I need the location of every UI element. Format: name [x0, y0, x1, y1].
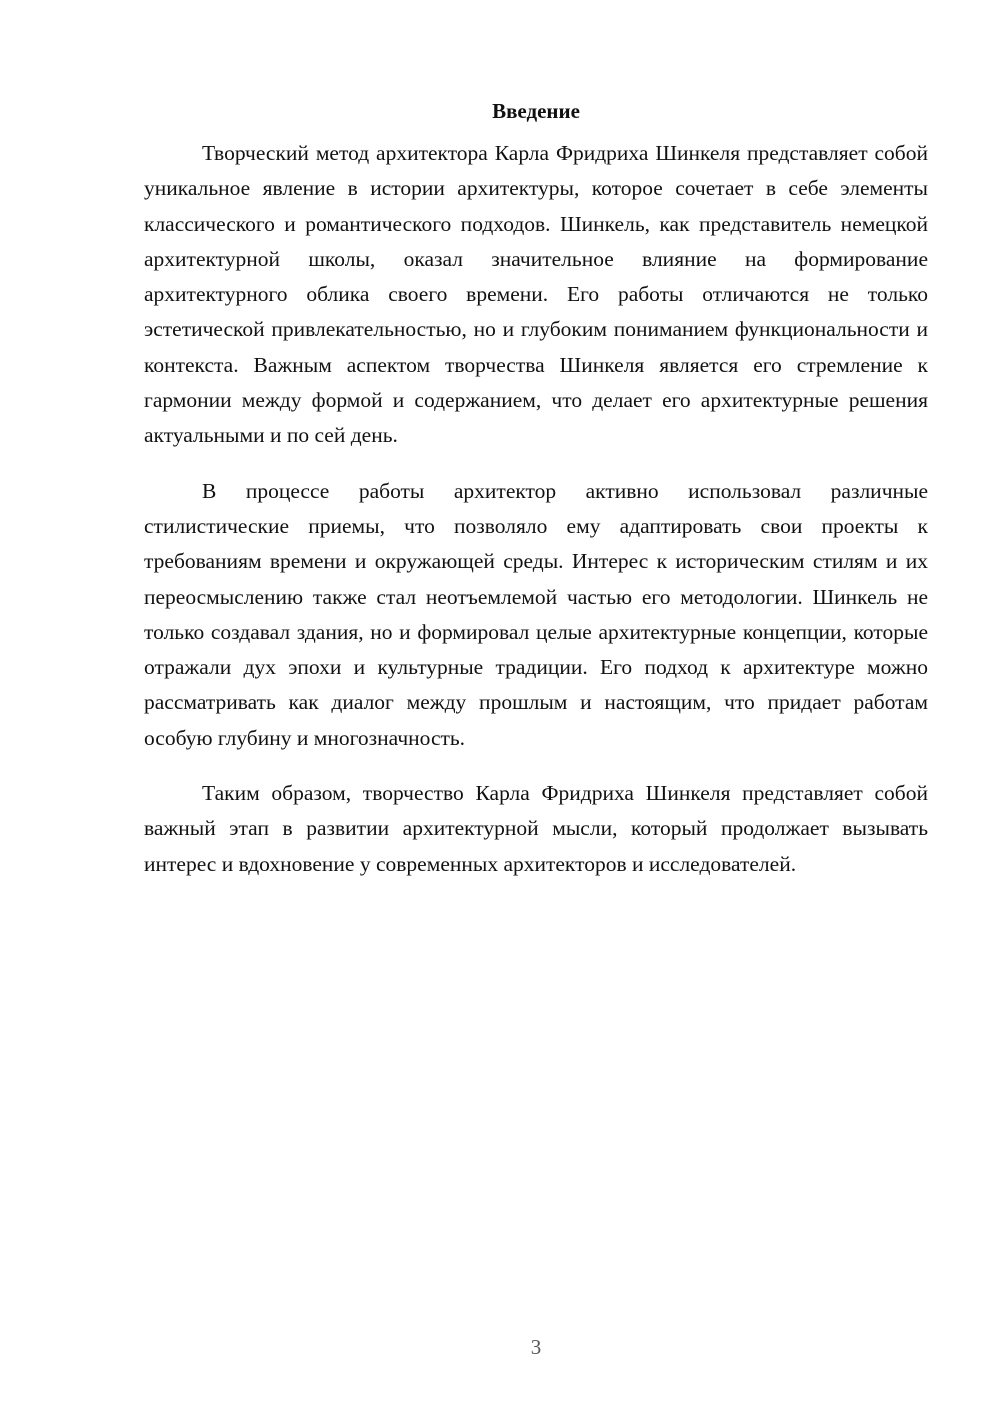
page-content: [144, 96, 928, 902]
section-heading: Введение: [492, 99, 580, 123]
paragraph-3: Таким образом, творчество Карла Фридриха Шинкеля представляет собой важный этап в развитии архитектурной мысли, который продолжает вызывать интерес и вдохновение у современных архитекторов и исследователей.: [144, 781, 928, 876]
paragraph-1: Творческий метод архитектора Карла Фридриха Шинкеля представляет собой уникальное явление в истории архитектуры, которое сочетает в себе элементы классического и романтического подходов. Шинкель, как представитель немецкой архитектурной школы, оказал значительное влияние на формирование архитектурного облика своего времени. Его работы отличаются не только эстетической привлекательностью, но и глубоким пониманием функциональности и контекста. Важным аспектом творчества Шинкеля является его стремление к гармонии между формой и содержанием, что делает его архитектурные решения актуальными и по сей день.: [144, 141, 928, 448]
paragraph-2: В процессе работы архитектор активно использовал различные стилистические приемы, что позволяло ему адаптировать свои проекты к требованиям времени и окружающей среды. Интерес к историческим стилям и их переосмыслению также стал неотъемлемой частью его методологии. Шинкель не только создавал здания, но и формировал целые архитектурные концепции, которые отражали дух эпохи и культурные традиции. Его подход к архитектуре можно рассматривать как диалог между прошлым и настоящим, что придает работам особую глубину и многозначность.: [144, 478, 928, 750]
page-number: 3: [530, 1335, 542, 1359]
